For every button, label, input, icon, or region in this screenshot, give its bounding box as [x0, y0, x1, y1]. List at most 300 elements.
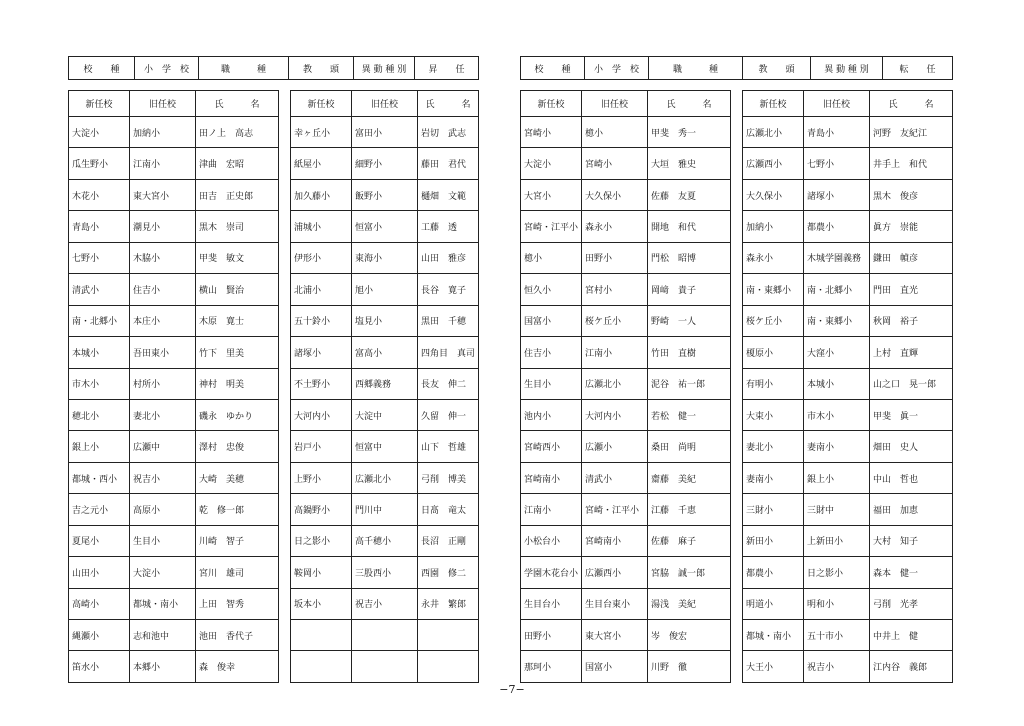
old-school-cell: 広瀬北小	[352, 463, 418, 493]
new-school-cell: 七野小	[69, 243, 130, 273]
transfer-value: 転 任	[899, 64, 936, 75]
old-school-cell: 広瀬小	[582, 431, 648, 461]
old-school-cell: 東海小	[352, 243, 418, 273]
name-cell: 秋岡 裕子	[873, 317, 919, 328]
new-school-cell: 浦城小	[291, 211, 352, 241]
table-row	[521, 147, 730, 178]
new-school-cell: 坂本小	[291, 589, 352, 619]
name-cell: 長沼 正剛	[421, 537, 467, 548]
old-school-cell: 本郷小	[130, 651, 196, 681]
old-school-cell: 広瀬北小	[582, 369, 648, 399]
table-row	[69, 179, 278, 210]
old-school-cell: 南・東郷小	[804, 306, 870, 336]
name-cell: 甲斐 秀一	[651, 128, 697, 139]
column-header-new-school: 新任校	[291, 91, 352, 116]
new-school-cell: 明道小	[743, 589, 804, 619]
table-row	[291, 588, 478, 619]
new-school-cell: 那珂小	[521, 651, 582, 681]
column-header-old-school: 旧任校	[582, 91, 648, 116]
table-row	[69, 147, 278, 178]
table-row	[743, 179, 952, 210]
name-cell: 甲斐 眞一	[873, 411, 919, 422]
new-school-cell: 小松台小	[521, 526, 582, 556]
table-row	[743, 368, 952, 399]
name-cell	[418, 651, 478, 681]
new-school-cell: 妻南小	[743, 463, 804, 493]
table-row	[521, 493, 730, 524]
table-4	[742, 90, 953, 683]
table-row	[743, 399, 952, 430]
table-row	[521, 242, 730, 273]
old-school-cell: 高千穂小	[352, 526, 418, 556]
name-cell: 中井上 健	[873, 631, 919, 642]
table-row	[291, 619, 478, 650]
old-school-cell: 祝吉小	[130, 463, 196, 493]
name-cell: 山下 哲雄	[421, 443, 467, 454]
job-value: 教 頭	[289, 57, 354, 79]
old-school-cell: 東大宮小	[582, 620, 648, 650]
table-row	[743, 619, 952, 650]
old-school-cell: 門川中	[352, 494, 418, 524]
old-school-cell: 東大宮小	[130, 180, 196, 210]
old-school-cell: 生目台東小	[582, 589, 648, 619]
old-school-cell: 桜ケ丘小	[582, 306, 648, 336]
new-school-cell: 笛水小	[69, 651, 130, 681]
name-cell: 磯永 ゆかり	[199, 411, 254, 422]
old-school-cell: 西郷義務	[352, 369, 418, 399]
old-school-cell: 生目小	[130, 526, 196, 556]
new-school-cell: 大久保小	[743, 180, 804, 210]
name-cell: 河野 友紀江	[873, 128, 928, 139]
old-school-cell: 広瀬西小	[582, 557, 648, 587]
old-school-cell: 市木小	[804, 400, 870, 430]
column-header-old-school: 旧任校	[352, 91, 418, 116]
table-row	[69, 242, 278, 273]
old-school-cell: 広瀬中	[130, 431, 196, 461]
name-cell: 甲斐 敏文	[199, 254, 245, 265]
table-row	[291, 210, 478, 241]
old-school-cell: 本庄小	[130, 306, 196, 336]
transfer-label: 異 動 種 別	[354, 57, 415, 79]
name-cell: 神村 明美	[199, 380, 245, 391]
table-row	[291, 116, 478, 147]
new-school-cell: 不土野小	[291, 369, 352, 399]
column-header-name: 氏 名	[888, 100, 934, 110]
name-cell: 福田 加恵	[873, 505, 919, 516]
new-school-cell: 榎原小	[743, 337, 804, 367]
old-school-cell: 住吉小	[130, 274, 196, 304]
new-school-cell: 国富小	[521, 306, 582, 336]
table-row	[69, 116, 278, 147]
table-row	[743, 210, 952, 241]
old-school-cell: 祝吉小	[804, 651, 870, 681]
name-cell: 上田 智秀	[199, 600, 245, 611]
transfer-label: 異 動 種 別	[811, 57, 883, 79]
name-cell: 齋藤 美紀	[651, 474, 697, 485]
name-cell: 工藤 透	[421, 223, 458, 234]
table-row	[291, 399, 478, 430]
new-school-cell: 大宮小	[521, 180, 582, 210]
table-row	[743, 430, 952, 461]
old-school-cell: 妻北小	[130, 400, 196, 430]
old-school-cell: 上新田小	[804, 526, 870, 556]
new-school-cell: 宮崎南小	[521, 463, 582, 493]
name-cell: 若松 健一	[651, 411, 697, 422]
table-row	[743, 588, 952, 619]
table-row	[743, 650, 952, 681]
new-school-cell: 有明小	[743, 369, 804, 399]
name-cell: 岩切 武志	[421, 128, 467, 139]
name-cell: 森本 健一	[873, 568, 919, 579]
old-school-cell: 本城小	[804, 369, 870, 399]
old-school-cell: 都城・南小	[130, 589, 196, 619]
old-school-cell: 宮村小	[582, 274, 648, 304]
table-row	[69, 493, 278, 524]
old-school-cell: 細野小	[352, 148, 418, 178]
new-school-cell	[291, 651, 352, 681]
new-school-cell: 高崎小	[69, 589, 130, 619]
new-school-cell: 高鍋野小	[291, 494, 352, 524]
old-school-cell: 大淀小	[130, 557, 196, 587]
name-cell: 津曲 宏昭	[199, 160, 245, 171]
name-cell: 佐藤 麻子	[651, 537, 697, 548]
new-school-cell: 広瀬北小	[743, 117, 804, 147]
name-cell: 桑田 尚明	[651, 443, 697, 454]
old-school-cell: 檍小	[582, 117, 648, 147]
new-school-cell: 幸ヶ丘小	[291, 117, 352, 147]
old-school-cell: 塩見小	[352, 306, 418, 336]
name-cell: 井手上 和代	[873, 160, 928, 171]
table-row	[521, 619, 730, 650]
old-school-cell: 江南小	[130, 148, 196, 178]
new-school-cell: 南・東郷小	[743, 274, 804, 304]
right-header-box	[520, 56, 953, 80]
new-school-cell: 諸塚小	[291, 337, 352, 367]
name-cell: 木原 寛士	[199, 317, 245, 328]
table-row	[291, 147, 478, 178]
column-header-name: 氏 名	[214, 100, 260, 110]
new-school-cell: 檍小	[521, 243, 582, 273]
column-header-old-school: 旧任校	[804, 91, 870, 116]
table-row	[521, 116, 730, 147]
old-school-cell: 吾田東小	[130, 337, 196, 367]
column-header-new-school: 新任校	[521, 91, 582, 116]
table-row	[521, 556, 730, 587]
name-cell: 田吉 正史郎	[199, 191, 254, 202]
new-school-cell: 学園木花台小	[521, 557, 582, 587]
name-cell: 泥谷 祐一郎	[651, 380, 706, 391]
old-school-cell: 大淀中	[352, 400, 418, 430]
name-cell: 久留 伸一	[421, 411, 467, 422]
new-school-cell: 大淀小	[521, 148, 582, 178]
old-school-cell: 富田小	[352, 117, 418, 147]
new-school-cell: 生目小	[521, 369, 582, 399]
new-school-cell: 穂北小	[69, 400, 130, 430]
table-row	[743, 242, 952, 273]
table-row	[69, 462, 278, 493]
new-school-cell: 岩戸小	[291, 431, 352, 461]
old-school-cell: 諸塚小	[804, 180, 870, 210]
name-cell: 竹下 里美	[199, 348, 245, 359]
old-school-cell: 江南小	[582, 337, 648, 367]
table-row	[743, 493, 952, 524]
name-cell: 江藤 千恵	[651, 505, 697, 516]
table-row	[743, 116, 952, 147]
old-school-cell: 三財中	[804, 494, 870, 524]
column-header-old-school: 旧任校	[130, 91, 196, 116]
table-row	[743, 462, 952, 493]
name-cell: 佐藤 友夏	[651, 191, 697, 202]
name-cell: 竹田 直樹	[651, 348, 697, 359]
old-school-cell: 妻南小	[804, 431, 870, 461]
name-cell: 黒田 千穂	[421, 317, 467, 328]
new-school-cell: 宮崎・江平小	[521, 211, 582, 241]
old-school-cell: 宮崎南小	[582, 526, 648, 556]
old-school-cell: 飯野小	[352, 180, 418, 210]
new-school-cell: 大淀小	[69, 117, 130, 147]
old-school-cell: 日之影小	[804, 557, 870, 587]
name-cell: 門松 昭博	[651, 254, 697, 265]
left-header-box	[68, 56, 479, 80]
table-row	[521, 399, 730, 430]
table-1	[68, 90, 279, 683]
column-header-name: 氏 名	[425, 100, 471, 110]
table-row	[291, 462, 478, 493]
new-school-cell: 五十鈴小	[291, 306, 352, 336]
old-school-cell: 加納小	[130, 117, 196, 147]
table-row	[69, 619, 278, 650]
table-row	[291, 650, 478, 681]
old-school-cell: 五十市小	[804, 620, 870, 650]
table-row	[69, 273, 278, 304]
old-school-cell: 都農小	[804, 211, 870, 241]
new-school-cell: 清武小	[69, 274, 130, 304]
school-type-value: 小 学 校	[585, 57, 649, 79]
old-school-cell: 木城学園義務	[804, 243, 870, 273]
old-school-cell	[352, 620, 418, 650]
old-school-cell: 宮崎・江平小	[582, 494, 648, 524]
new-school-cell: 北浦小	[291, 274, 352, 304]
new-school-cell: 住吉小	[521, 337, 582, 367]
name-cell	[418, 620, 478, 650]
table-row	[291, 368, 478, 399]
table-row	[743, 273, 952, 304]
old-school-cell: 旭小	[352, 274, 418, 304]
name-cell: 黒木 崇司	[199, 223, 245, 234]
table-row	[69, 305, 278, 336]
table-row	[521, 210, 730, 241]
new-school-cell: 市木小	[69, 369, 130, 399]
old-school-cell: 森永小	[582, 211, 648, 241]
new-school-cell: 山田小	[69, 557, 130, 587]
name-cell: 長谷 寛子	[421, 285, 467, 296]
table-row	[291, 525, 478, 556]
new-school-cell: 青島小	[69, 211, 130, 241]
old-school-cell: 七野小	[804, 148, 870, 178]
name-cell: 黒木 俊彦	[873, 191, 919, 202]
old-school-cell: 宮崎小	[582, 148, 648, 178]
table-row	[69, 430, 278, 461]
name-cell: 川崎 智子	[199, 537, 245, 548]
table-row	[743, 147, 952, 178]
table-row	[291, 179, 478, 210]
table-row	[743, 525, 952, 556]
new-school-cell: 恒久小	[521, 274, 582, 304]
table-2	[290, 90, 479, 683]
name-cell: 鎌田 幀彦	[873, 254, 919, 265]
name-cell: 日髙 竜太	[421, 505, 467, 516]
table-row	[521, 650, 730, 681]
new-school-cell: 本城小	[69, 337, 130, 367]
new-school-cell: 鞍岡小	[291, 557, 352, 587]
table-3	[520, 90, 731, 683]
table-row	[291, 305, 478, 336]
name-cell: 山之口 晃一郎	[873, 380, 937, 391]
table-row	[521, 273, 730, 304]
old-school-cell	[352, 651, 418, 681]
school-type-label: 校 種	[521, 57, 585, 79]
old-school-cell: 志和池中	[130, 620, 196, 650]
new-school-cell: 紙屋小	[291, 148, 352, 178]
name-cell: 弓削 光孝	[873, 600, 919, 611]
new-school-cell: 三財小	[743, 494, 804, 524]
table-row	[521, 462, 730, 493]
table-row	[291, 430, 478, 461]
new-school-cell: 銀上小	[69, 431, 130, 461]
old-school-cell: 恒富中	[352, 431, 418, 461]
name-cell: 樋畑 文範	[421, 191, 467, 202]
old-school-cell: 潮見小	[130, 211, 196, 241]
new-school-cell: 縄瀬小	[69, 620, 130, 650]
column-header-row	[291, 91, 478, 116]
name-cell: 長友 伸二	[421, 380, 467, 391]
new-school-cell	[291, 620, 352, 650]
new-school-cell: 上野小	[291, 463, 352, 493]
name-cell: 四角目 真司	[421, 348, 476, 359]
name-cell: 田ノ上 高志	[199, 128, 254, 139]
old-school-cell: 南・北郷小	[804, 274, 870, 304]
table-row	[291, 493, 478, 524]
old-school-cell: 三股西小	[352, 557, 418, 587]
table-row	[69, 588, 278, 619]
transfer-value: 昇 任	[428, 64, 465, 75]
new-school-cell: 桜ケ丘小	[743, 306, 804, 336]
job-label: 職 種	[199, 57, 289, 79]
old-school-cell: 富高小	[352, 337, 418, 367]
name-cell: 眞方 崇能	[873, 223, 919, 234]
column-header-new-school: 新任校	[69, 91, 130, 116]
table-row	[521, 368, 730, 399]
name-cell: 門田 直光	[873, 285, 919, 296]
table-row	[69, 336, 278, 367]
new-school-cell: 宮崎西小	[521, 431, 582, 461]
old-school-cell: 田野小	[582, 243, 648, 273]
school-type-value: 小 学 校	[135, 57, 199, 79]
job-label: 職 種	[649, 57, 743, 79]
new-school-cell: 生目台小	[521, 589, 582, 619]
new-school-cell: 大王小	[743, 651, 804, 681]
new-school-cell: 吉之元小	[69, 494, 130, 524]
table-row	[69, 399, 278, 430]
old-school-cell: 村所小	[130, 369, 196, 399]
name-cell: 大村 知子	[873, 537, 919, 548]
name-cell: 畑田 史人	[873, 443, 919, 454]
table-row	[69, 650, 278, 681]
name-cell: 江内谷 義郎	[873, 663, 928, 674]
new-school-cell: 池内小	[521, 400, 582, 430]
old-school-cell: 青島小	[804, 117, 870, 147]
name-cell: 永井 繁郎	[421, 600, 467, 611]
name-cell: 山田 雅彦	[421, 254, 467, 265]
new-school-cell: 都農小	[743, 557, 804, 587]
column-header-new-school: 新任校	[743, 91, 804, 116]
new-school-cell: 都城・南小	[743, 620, 804, 650]
name-cell: 大垣 雅史	[651, 160, 697, 171]
new-school-cell: 加久藤小	[291, 180, 352, 210]
name-cell: 湯浅 美紀	[651, 600, 697, 611]
table-row	[291, 556, 478, 587]
new-school-cell: 田野小	[521, 620, 582, 650]
new-school-cell: 伊形小	[291, 243, 352, 273]
column-header-row	[521, 91, 730, 116]
new-school-cell: 宮崎小	[521, 117, 582, 147]
table-row	[743, 556, 952, 587]
column-header-row	[743, 91, 952, 116]
new-school-cell: 南・北郷小	[69, 306, 130, 336]
table-row	[521, 179, 730, 210]
old-school-cell: 大久保小	[582, 180, 648, 210]
table-row	[69, 525, 278, 556]
name-cell: 弓削 博美	[421, 474, 467, 485]
old-school-cell: 大窪小	[804, 337, 870, 367]
table-row	[69, 368, 278, 399]
old-school-cell: 木脇小	[130, 243, 196, 273]
new-school-cell: 新田小	[743, 526, 804, 556]
new-school-cell: 瓜生野小	[69, 148, 130, 178]
table-row	[291, 273, 478, 304]
page-number: −7−	[499, 683, 525, 696]
old-school-cell: 祝吉小	[352, 589, 418, 619]
table-row	[521, 336, 730, 367]
new-school-cell: 加納小	[743, 211, 804, 241]
name-cell: 西園 修二	[421, 568, 467, 579]
new-school-cell: 森永小	[743, 243, 804, 273]
name-cell: 乾 修一郎	[199, 505, 245, 516]
table-row	[521, 588, 730, 619]
name-cell: 澤村 忠俊	[199, 443, 245, 454]
name-cell: 中山 哲也	[873, 474, 919, 485]
new-school-cell: 夏尾小	[69, 526, 130, 556]
new-school-cell: 妻北小	[743, 431, 804, 461]
table-row	[521, 430, 730, 461]
name-cell: 池田 香代子	[199, 631, 254, 642]
old-school-cell: 明和小	[804, 589, 870, 619]
new-school-cell: 大河内小	[291, 400, 352, 430]
name-cell: 岑 俊宏	[651, 631, 688, 642]
new-school-cell: 木花小	[69, 180, 130, 210]
table-row	[69, 210, 278, 241]
name-cell: 開地 和代	[651, 223, 697, 234]
name-cell: 藤田 君代	[421, 160, 467, 171]
table-row	[69, 556, 278, 587]
name-cell: 宮脇 誠一郎	[651, 568, 706, 579]
table-row	[521, 525, 730, 556]
name-cell: 岡﨑 貴子	[651, 285, 697, 296]
school-type-label: 校 種	[69, 57, 135, 79]
new-school-cell: 江南小	[521, 494, 582, 524]
table-row	[521, 305, 730, 336]
old-school-cell: 恒富小	[352, 211, 418, 241]
